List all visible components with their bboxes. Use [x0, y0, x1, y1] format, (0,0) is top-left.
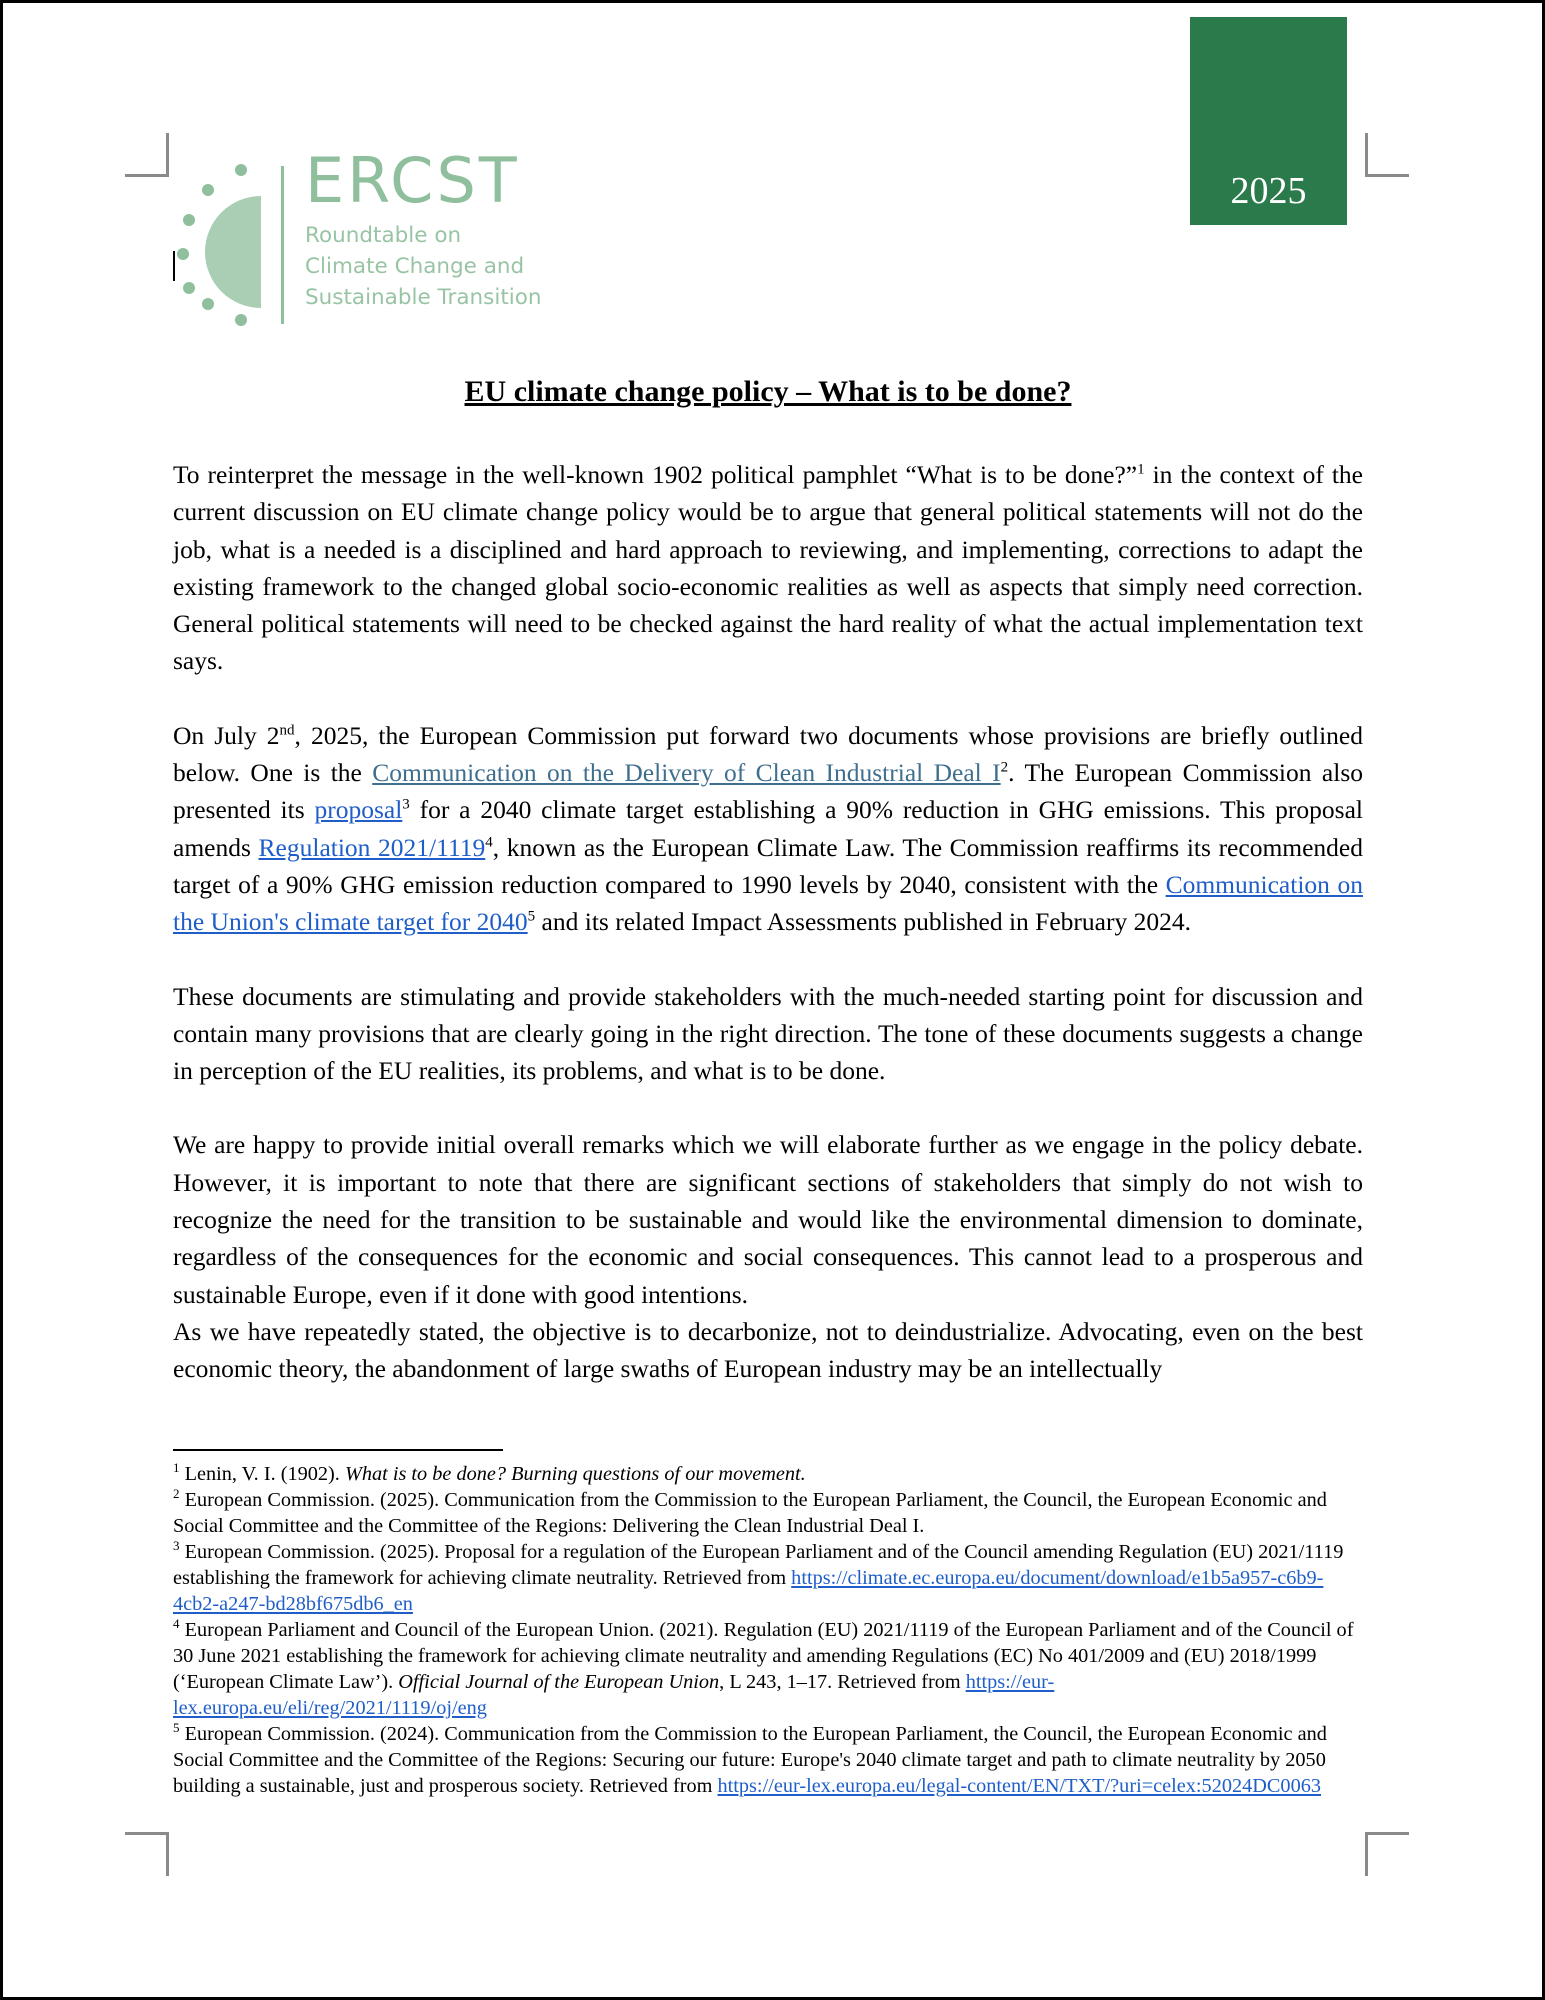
year-label: 2025	[1230, 170, 1307, 212]
logo-subtitle	[305, 220, 542, 313]
footnote-3: $^3$ European Commission. (2025). Proposal for a regulation of the European Parliament and of the Council amending Regulation (EU) 2021/1119 establishing the framework for achieving climate neutrality. Retrieved from https://climate.ec.europa.eu/document/download/e1b5a957-c6b9-4cb2-a247-bd28bf675db6_en	[173, 1538, 1344, 1615]
footnote-separator	[173, 1449, 503, 1451]
document-body	[173, 456, 1363, 1388]
footnote-2: $^2$ European Commission. (2025). Communication from the Commission to the European Parliament, the Council, the European Economic and Social Committee and the Committee of the Regions: Delivering the Clean Industrial Deal I.	[173, 1486, 1327, 1537]
footnote-3-link[interactable]: https://climate.ec.europa.eu/document/download/e1b5a957-c6b9-4cb2-a247-bd28bf675db6_en	[173, 1567, 1324, 1615]
link-regulation[interactable]: Regulation 2021/1119	[258, 832, 486, 862]
footnote-5-link[interactable]: https://eur-lex.europa.eu/legal-content/EN/TXT/?uri=celex:52024DC0063	[717, 1775, 1321, 1797]
paragraph-1: To reinterpret the message in the well-known 1902 political pamphlet “What is to be done?”$^1$ in the context of the current discussion on EU climate change policy would be to argue that general political statements will not do the job, what is a needed is a disciplined and hard approach to reviewing, and implementing, corrections to adapt the existing framework to the changed global socio-economic realities as well as aspects that simply need correction. General political statements will need to be checked against the hard reality of what the actual implementation text says.	[173, 460, 1363, 676]
logo-text	[305, 144, 542, 313]
paragraph-5: As we have repeatedly stated, the objective is to decarbonize, not to deindustrialize. Advocating, even on the best economic theory, the abandonment of large swaths of European industry may be an intellectually	[173, 1316, 1363, 1384]
paragraph-2: On July 2nd, 2025, the European Commission put forward two documents whose provisions are briefly outlined below. One is the Communication on the Delivery of Clean Industrial Deal $I^2$. The European Commission also presented its proposal$^3$ for a 2040 climate target establishing a 90% reduction in GHG emissions. This proposal amends Regulation 2021/1119$^4$, known as the European Climate Law. The Commission reaffirms its recommended target of a 90% GHG emission reduction compared to 1990 levels by 2040, consistent with the Communication on the Union's climate target for 2040$^5$ and its related Impact Assessments published in February 2024.	[173, 720, 1363, 937]
footnote-ref[interactable]: 4	[485, 834, 493, 851]
footnote-4: $^4$ European Parliament and Council of the European Union. (2021). Regulation (EU) 2021/1119 of the European Parliament and of the Council of 30 June 2021 establishing the framework for achieving climate neutrality and amending Regulations (EC) No 401/2009 and (EU) 2018/1999 (‘European Climate Law’). Official Journal of the European Union, L 243, 1–17. Retrieved from https://eur-lex.europa.eu/eli/reg/2021/1119/oj/eng	[173, 1616, 1354, 1719]
paragraph-3: These documents are stimulating and provide stakeholders with the much-needed starting point for discussion and contain many provisions that are clearly going in the right direction. The tone of these documents suggests a change in perception of the EU realities, its problems, and what is to be done.	[173, 981, 1363, 1086]
logo-subtitle-line: Roundtable on	[305, 223, 462, 248]
document-title: EU climate change policy – What is to be done?	[464, 375, 1072, 408]
footnote-5: $^5$ European Commission. (2024). Communication from the Commission to the European Parliament, the Council, the European Economic and Social Committee and the Committee of the Regions: Securing our future: Europe's 2040 climate target and path to climate neutrality by 2050 building a sustainable, just and prosperous society. Retrieved from https://eur-lex.europa.eu/legal-content/EN/TXT/?uri=celex:52024DC0063	[173, 1720, 1327, 1797]
link-climate-target-2040[interactable]: Communication on the Union's climate target for 2040	[173, 869, 1363, 937]
text-cursor	[173, 251, 175, 281]
logo-title: ERCST	[305, 144, 520, 217]
logo-subtitle-line: Sustainable Transition	[305, 285, 542, 310]
footnote-ref[interactable]: 5	[527, 908, 536, 925]
link-clean-industrial-deal[interactable]: Communication on the Delivery of Clean Industrial Deal I	[372, 758, 1001, 788]
footnote-4-link[interactable]: https://eur-lex.europa.eu/eli/reg/2021/1119/oj/eng	[173, 1671, 1055, 1719]
footnote-ref[interactable]: 3	[402, 796, 410, 813]
link-proposal[interactable]: proposal	[314, 795, 403, 825]
footnotes	[173, 1461, 1358, 1799]
footnote-ref[interactable]: 1	[1137, 461, 1145, 478]
paragraph-4: We are happy to provide initial overall remarks which we will elaborate further as we engage in the policy debate. However, it is important to note that there are significant sections of stakeholders that simply do not wish to recognize the need for the transition to be sustainable and would like the environmental dimension to dominate, regardless of the consequences for the economic and social consequences. This cannot lead to a prosperous and sustainable Europe, even if it done with good intentions.	[173, 1130, 1363, 1309]
footnote-ref[interactable]: 2	[1000, 759, 1009, 776]
footnote-1: $^1$ Lenin, V. I. (1902). What is to be done? Burning questions of our movement.	[173, 1460, 806, 1485]
year-badge	[1190, 17, 1347, 225]
logo-subtitle-line: Climate Change and	[305, 254, 525, 279]
